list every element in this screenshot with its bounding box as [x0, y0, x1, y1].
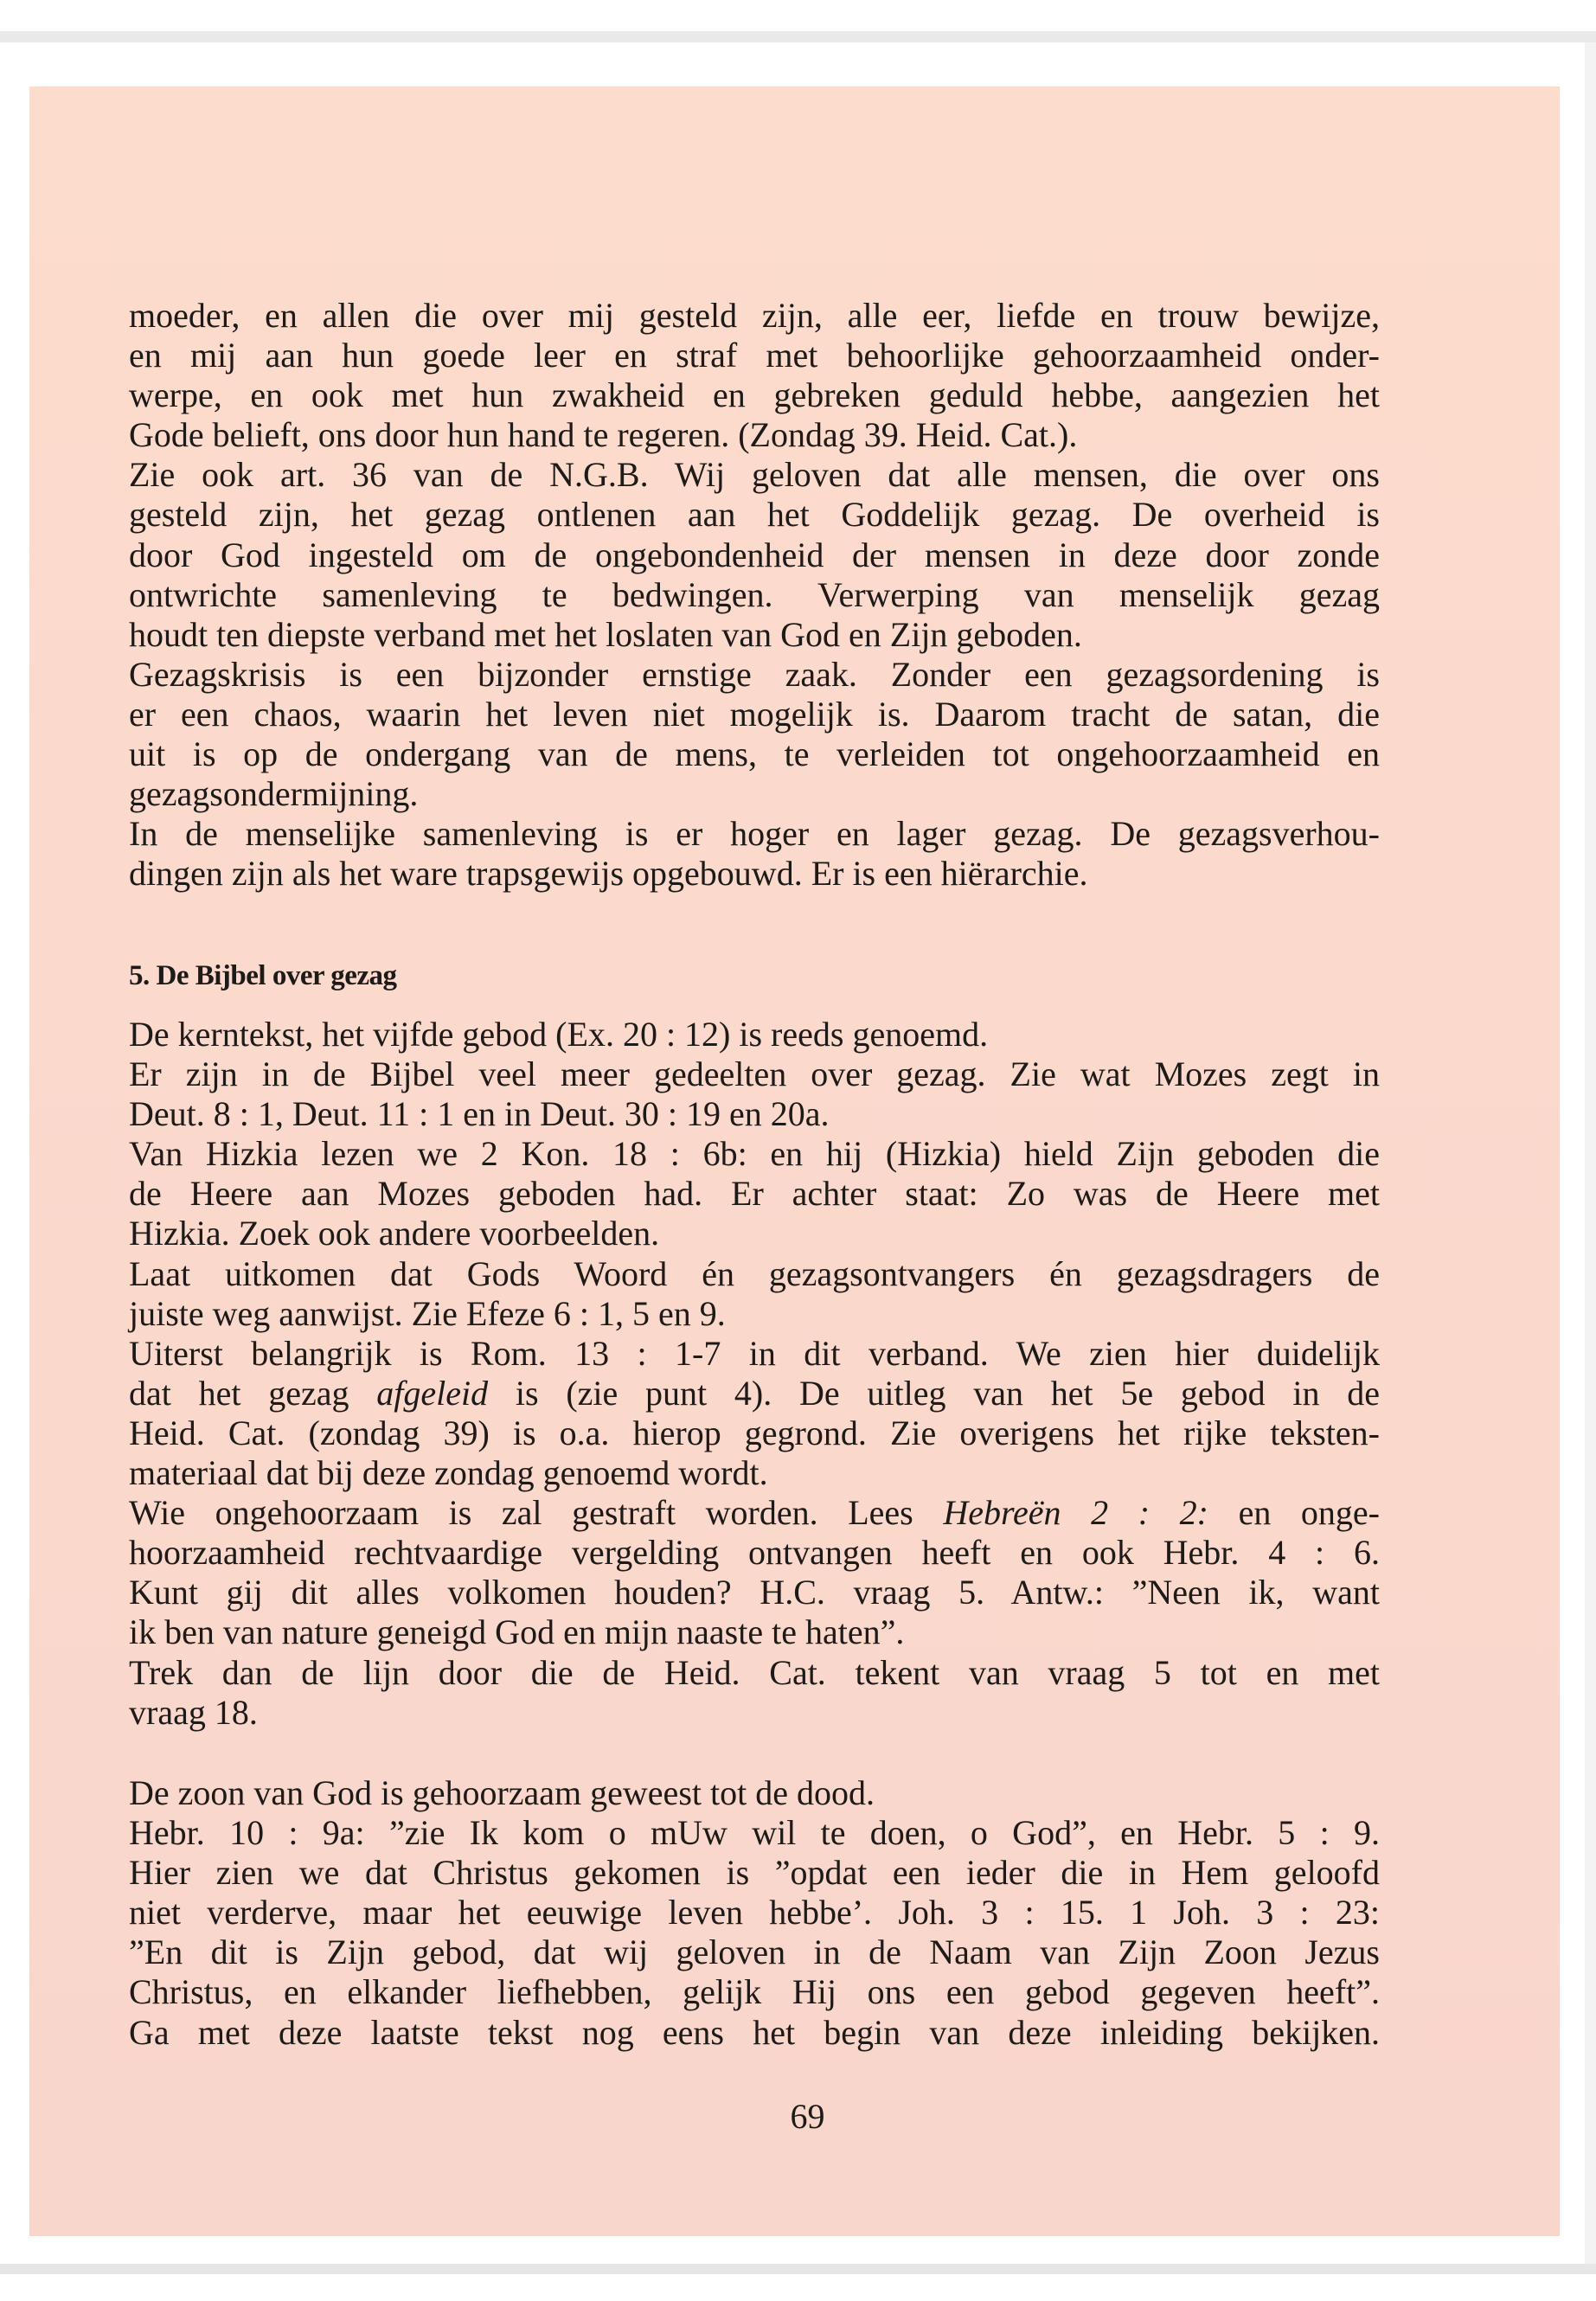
text-line: Christus, en elkander liefhebben, gelijk Hij ons een gebod gegeven heeft”.	[129, 1972, 1380, 2012]
text-segment: Wie ongehoorzaam is zal gestraft worden. Lees	[129, 1493, 944, 1533]
text-line: Trek dan de lijn door die de Heid. Cat. tekent van vraag 5 tot en met	[129, 1652, 1380, 1692]
text-line: door God ingesteld om de ongebondenheid der mensen in deze door zonde	[129, 535, 1380, 574]
text-line: Hier zien we dat Christus gekomen is ”opdat een ieder die in Hem geloofd	[129, 1853, 1380, 1893]
text-line: Hizkia. Zoek ook andere voorbeelden.	[129, 1214, 660, 1253]
page-number: 69	[790, 2097, 825, 2136]
text-line: houdt ten diepste verband met het loslaten van God en Zijn geboden.	[129, 614, 1082, 654]
text-line: De zoon van God is gehoorzaam geweest tot de dood.	[129, 1773, 875, 1812]
text-line: In de menselijke samenleving is er hoger en lager gezag. De gezagsverhou-	[129, 814, 1380, 854]
text-line: materiaal dat bij deze zondag genoemd wordt.	[129, 1453, 768, 1493]
text-line: Gezagskrisis is een bijzonder ernstige zaak. Zonder een gezagsordening is	[129, 654, 1380, 694]
text-line: en mij aan hun goede leer en straf met behoorlijke gehoorzaamheid onder-	[129, 336, 1380, 375]
scan-border-right	[1585, 42, 1596, 2264]
text-line: Deut. 8 : 1, Deut. 11 : 1 en in Deut. 30 : 19 en 20a.	[129, 1094, 830, 1134]
text-line	[129, 1374, 1380, 1413]
text-line: ontwrichte samenleving te bedwingen. Verwerping van menselijk gezag	[129, 574, 1380, 614]
text-line: ”En dit is Zijn gebod, dat wij geloven in de Naam van Zijn Zoon Jezus	[129, 1932, 1380, 1972]
body-text-intro	[129, 296, 1380, 894]
scan-border-top	[0, 31, 1596, 42]
text-segment: dat het gezag	[129, 1373, 377, 1413]
text-line: gezagsondermijning.	[129, 774, 419, 814]
text-line: Ga met deze laatste tekst nog eens het begin van deze inleiding bekijken.	[129, 2012, 1380, 2052]
text-line: Laat uitkomen dat Gods Woord én gezagsontvangers én gezagsdragers de	[129, 1253, 1380, 1293]
text-line: Er zijn in de Bijbel veel meer gedeelten over gezag. Zie wat Mozes zegt in	[129, 1054, 1380, 1094]
text-line: uit is op de ondergang van de mens, te verleiden tot ongehoorzaamheid en	[129, 734, 1380, 774]
text-line: Uiterst belangrijk is Rom. 13 : 1-7 in dit verband. We zien hier duidelijk	[129, 1333, 1380, 1373]
section-heading: 5. De Bijbel over gezag	[129, 960, 397, 991]
text-segment: en onge-	[1208, 1493, 1380, 1533]
text-line: niet verderve, maar het eeuwige leven hebbe’. Joh. 3 : 15. 1 Joh. 3 : 23:	[129, 1893, 1380, 1932]
body-text-conclusion	[129, 1773, 1380, 2053]
text-line: er een chaos, waarin het leven niet mogelijk is. Daarom tracht de satan, die	[129, 694, 1380, 734]
text-line: Kunt gij dit alles volkomen houden? H.C. vraag 5. Antw.: ”Neen ik, want	[129, 1573, 1380, 1612]
text-line: vraag 18.	[129, 1692, 258, 1732]
scan-border-bottom	[0, 2264, 1596, 2274]
text-line: hoorzaamheid rechtvaardige vergelding ontvangen heeft en ook Hebr. 4 : 6.	[129, 1533, 1380, 1573]
text-line: gesteld zijn, het gezag ontlenen aan het Goddelijk gezag. De overheid is	[129, 495, 1380, 535]
text-line: dingen zijn als het ware trapsgewijs opgebouwd. Er is een hiërarchie.	[129, 854, 1088, 894]
text-line: Zie ook art. 36 van de N.G.B. Wij geloven dat alle mensen, die over ons	[129, 455, 1380, 495]
text-line: ik ben van nature geneigd God en mijn naaste te haten”.	[129, 1612, 905, 1652]
text-line: de Heere aan Mozes geboden had. Er achter staat: Zo was de Heere met	[129, 1174, 1380, 1214]
text-line: Heid. Cat. (zondag 39) is o.a. hierop gegrond. Zie overigens het rijke teksten-	[129, 1413, 1380, 1452]
text-line: De kerntekst, het vijfde gebod (Ex. 20 : 12) is reeds genoemd.	[129, 1015, 989, 1054]
italic-text: Hebreën 2 : 2:	[943, 1493, 1208, 1533]
text-line: Van Hizkia lezen we 2 Kon. 18 : 6b: en hij (Hizkia) hield Zijn geboden die	[129, 1134, 1380, 1174]
text-line: juiste weg aanwijst. Zie Efeze 6 : 1, 5 en 9.	[129, 1293, 726, 1333]
text-line: Gode belieft, ons door hun hand te regeren. (Zondag 39. Heid. Cat.).	[129, 415, 1078, 455]
body-text-section-5	[129, 1015, 1380, 1733]
text-segment: is (zie punt 4). De uitleg van het 5e gebod in de	[488, 1373, 1380, 1413]
text-line: Hebr. 10 : 9a: ”zie Ik kom o mUw wil te doen, o God”, en Hebr. 5 : 9.	[129, 1813, 1380, 1853]
italic-text: afgeleid	[376, 1373, 489, 1413]
text-line	[129, 1493, 1380, 1533]
text-line: moeder, en allen die over mij gesteld zijn, alle eer, liefde en trouw bewijze,	[129, 296, 1380, 335]
text-line: werpe, en ook met hun zwakheid en gebreken geduld hebbe, aangezien het	[129, 375, 1380, 415]
